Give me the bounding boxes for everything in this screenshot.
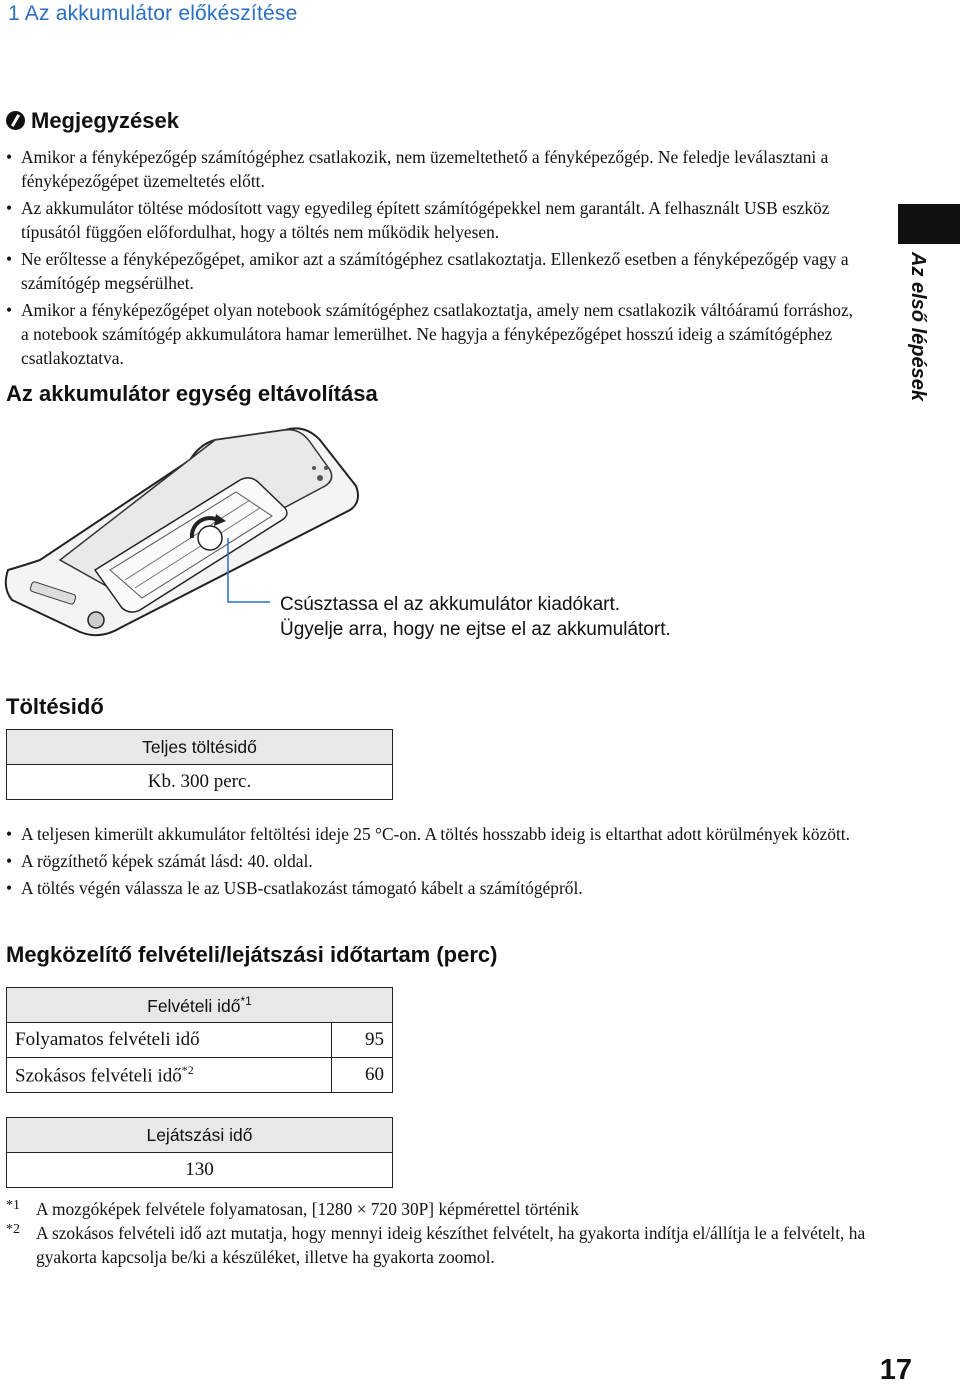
row-label-continuous: Folyamatos felvételi idő [7,1023,332,1058]
list-item: • A rögzíthető képek számát lásd: 40. oldal. [6,849,856,873]
list-item: • A töltés végén válassza le az USB-csatlakozást támogató kábelt a számítógépről. [6,876,856,900]
page-number: 17 [879,1354,912,1386]
playback-time-table [6,1117,393,1188]
charge-time-title: Töltésidő [6,694,104,719]
notes-heading [6,108,179,134]
caption-line-2: Ügyelje arra, hogy ne ejtse el az akkumulátort. [280,619,671,640]
row-value-continuous: 95 [332,1023,393,1058]
list-item: • Az akkumulátor töltése módosított vagy egyedileg épített számítógépekkel nem garantált. A felhasznált USB eszköz típusától függően előfordulhat, hogy a töltés nem működik helyesen. [6,196,856,244]
row-value-typical: 60 [332,1058,393,1093]
notes-title: Megjegyzések [31,108,179,133]
side-tab-marker [898,204,960,244]
removal-caption [280,592,671,642]
list-item: • Ne erőltesse a fényképezőgépet, amikor azt a számítógéphez csatlakoztatja. Ellenkező esetben a fényképezőgép vagy a számítógép megsérülhet. [6,247,856,295]
side-tab-label: Az első lépések [907,252,929,401]
removal-title: Az akkumulátor egység eltávolítása [6,381,378,406]
duration-title: Megközelítő felvételi/lejátszási időtartam (perc) [6,942,498,967]
recording-time-header: Felvételi idő$^{*1}$ [7,988,393,1023]
charge-time-table [6,729,393,800]
footnote-2: *2 A szokásos felvételi idő azt mutatja, hogy mennyi ideig készíthet felvételt, ha gyakorta indítja el/állítja le a felvételt, ha gyakorta kapcsolja be/ki a készüléket, illetve ha gyakorta zoomol. [6,1222,866,1267]
note-icon [6,111,25,130]
list-item: • A teljesen kimerült akkumulátor feltöltési ideje 25 °C-on. A töltés hosszabb ideig is eltarthat adott körülmények között. [6,822,856,846]
chapter-title: 1 Az akkumulátor előkészítése [8,2,298,25]
playback-time-value: 130 [7,1153,393,1188]
charge-notes-list [6,822,856,903]
charge-time-value: Kb. 300 perc. [7,765,393,800]
footnotes [6,1197,886,1269]
caption-line-1: Csúsztassa el az akkumulátor kiadókart. [280,594,621,615]
row-label-typical: Szokásos felvételi idő$^{*2}$ [7,1058,332,1093]
recording-time-table [6,987,393,1093]
playback-time-header: Lejátszási idő [7,1118,393,1153]
charge-time-header: Teljes töltésidő [7,730,393,765]
footnote-1: *1 A mozgóképek felvétele folyamatosan, [1280 × 720 30P] képmérettel történik [6,1198,579,1219]
list-item: • Amikor a fényképezőgépet olyan notebook számítógéphez csatlakoztatja, amely nem csatlakozik váltóáramú forráshoz, a notebook számítógép akkumulátora hamar lemerülhet. Ne hagyja a fényképezőgépet hosszú ideig a számítógéphez csatlakoztatva. [6,298,856,370]
notes-list [6,145,856,373]
list-item: • Amikor a fényképezőgép számítógéphez csatlakozik, nem üzemeltethető a fényképezőgép. Ne feledje leválasztani a fényképezőgépet üzemeltetés előtt. [6,145,856,193]
